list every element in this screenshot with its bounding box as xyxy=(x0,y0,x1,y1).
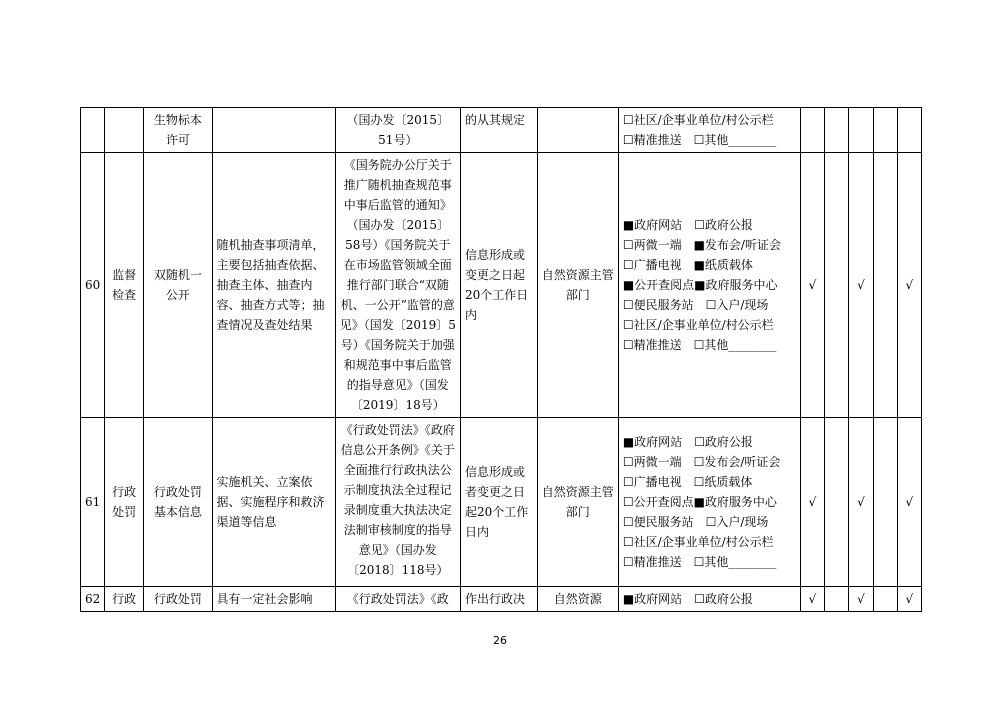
row-time: 作出行政决 xyxy=(460,587,537,612)
row-time: 的从其规定 xyxy=(460,108,537,153)
row-item: 生物标本许可 xyxy=(144,108,212,153)
row-item: 行政处罚 xyxy=(144,587,212,612)
row-content xyxy=(212,108,335,153)
channel-line: ☐社区/企事业单位/村公示栏 xyxy=(622,535,774,549)
mark-cell: √ xyxy=(849,418,873,587)
table-row xyxy=(81,418,922,587)
mark-cell: √ xyxy=(849,153,873,418)
row-item: 行政处罚基本信息 xyxy=(144,418,212,587)
row-basis: 《行政处罚法》《政 xyxy=(335,587,460,612)
mark-cell xyxy=(825,418,849,587)
row-basis: 《国务院办公厅关于推广随机抽查规范事中事后监管的通知》（国办发〔2015〕58号）《国务院关于在市场监管领域全面推行部门联合“双随机、一公开”监管的意见》（国发〔2019〕5号）《国务院关于加强和规范事中事后监管的指导意见》（国发〔2019〕18号） xyxy=(335,153,460,418)
row-dept: 自然资源主管部门 xyxy=(537,153,618,418)
mark-cell xyxy=(873,587,897,612)
row-time: 信息形成或变更之日起20个工作日内 xyxy=(460,153,537,418)
channel-line: ☐社区/企事业单位/村公示栏 xyxy=(622,113,774,127)
mark-cell: √ xyxy=(897,587,921,612)
row-channels xyxy=(618,418,800,587)
row-basis: （国办发〔2015〕51号） xyxy=(335,108,460,153)
mark-cell: √ xyxy=(897,153,921,418)
row-category: 行政处罚 xyxy=(105,418,144,587)
row-category: 行政 xyxy=(105,587,144,612)
channel-line: ■公开查阅点■政府服务中心 xyxy=(622,278,778,292)
channel-line: ☐公开查阅点■政府服务中心 xyxy=(622,495,777,509)
mark-cell: √ xyxy=(800,587,824,612)
channel-line: ☐两微一端 ☐发布会/听证会 xyxy=(622,455,781,469)
mark-cell xyxy=(873,418,897,587)
table-row xyxy=(81,587,922,612)
row-dept: 自然资源 xyxy=(537,587,618,612)
channel-line: ■政府网站 ☐政府公报 xyxy=(622,218,753,232)
mark-cell xyxy=(825,587,849,612)
row-dept xyxy=(537,108,618,153)
table-row xyxy=(81,108,922,153)
disclosure-table xyxy=(80,107,922,612)
row-content: 随机抽查事项清单，主要包括抽查依据、抽查主体、抽查内容、抽查方式等；抽查情况及查处结果 xyxy=(212,153,335,418)
row-basis: 《行政处罚法》《政府信息公开条例》《关于全面推行行政执法公示制度执法全过程记录制度重大执法决定法制审核制度的指导意见》（国办发〔2018〕118号） xyxy=(335,418,460,587)
mark-cell: √ xyxy=(800,418,824,587)
channel-line: ☐便民服务站 ☐入户/现场 xyxy=(622,515,769,529)
channel-line: ☐广播电视 ■纸质载体 xyxy=(622,258,753,272)
channel-line: ☐广播电视 ☐纸质载体 xyxy=(622,475,753,489)
channel-line: ☐精准推送 ☐其他________ xyxy=(622,133,777,147)
row-channels xyxy=(618,108,800,153)
row-number: 61 xyxy=(81,418,105,587)
channel-line: ■政府网站 ☐政府公报 xyxy=(622,592,753,606)
mark-cell: √ xyxy=(800,153,824,418)
table-row xyxy=(81,153,922,418)
row-content: 实施机关、立案依据、实施程序和救济渠道等信息 xyxy=(212,418,335,587)
page-number: 26 xyxy=(493,634,507,647)
row-category: 监督检查 xyxy=(105,153,144,418)
row-number: 62 xyxy=(81,587,105,612)
mark-cell xyxy=(873,108,897,153)
channel-line: ☐社区/企事业单位/村公示栏 xyxy=(622,318,774,332)
row-content: 具有一定社会影响 xyxy=(212,587,335,612)
row-category xyxy=(105,108,144,153)
row-time: 信息形成或者变更之日起20个工作日内 xyxy=(460,418,537,587)
row-dept: 自然资源主管部门 xyxy=(537,418,618,587)
channel-line: ☐精准推送 ☐其他________ xyxy=(622,555,777,569)
mark-cell: √ xyxy=(897,418,921,587)
row-item: 双随机一公开 xyxy=(144,153,212,418)
row-channels xyxy=(618,153,800,418)
row-number xyxy=(81,108,105,153)
channel-line: ☐便民服务站 ☐入户/现场 xyxy=(622,298,769,312)
mark-cell xyxy=(800,108,824,153)
channel-line: ☐两微一端 ■发布会/听证会 xyxy=(622,238,781,252)
row-number: 60 xyxy=(81,153,105,418)
mark-cell xyxy=(825,153,849,418)
mark-cell xyxy=(825,108,849,153)
row-channels xyxy=(618,587,800,612)
channel-line: ☐精准推送 ☐其他________ xyxy=(622,338,777,352)
mark-cell xyxy=(897,108,921,153)
channel-line: ■政府网站 ☐政府公报 xyxy=(622,435,753,449)
mark-cell: √ xyxy=(849,587,873,612)
mark-cell xyxy=(849,108,873,153)
mark-cell xyxy=(873,153,897,418)
